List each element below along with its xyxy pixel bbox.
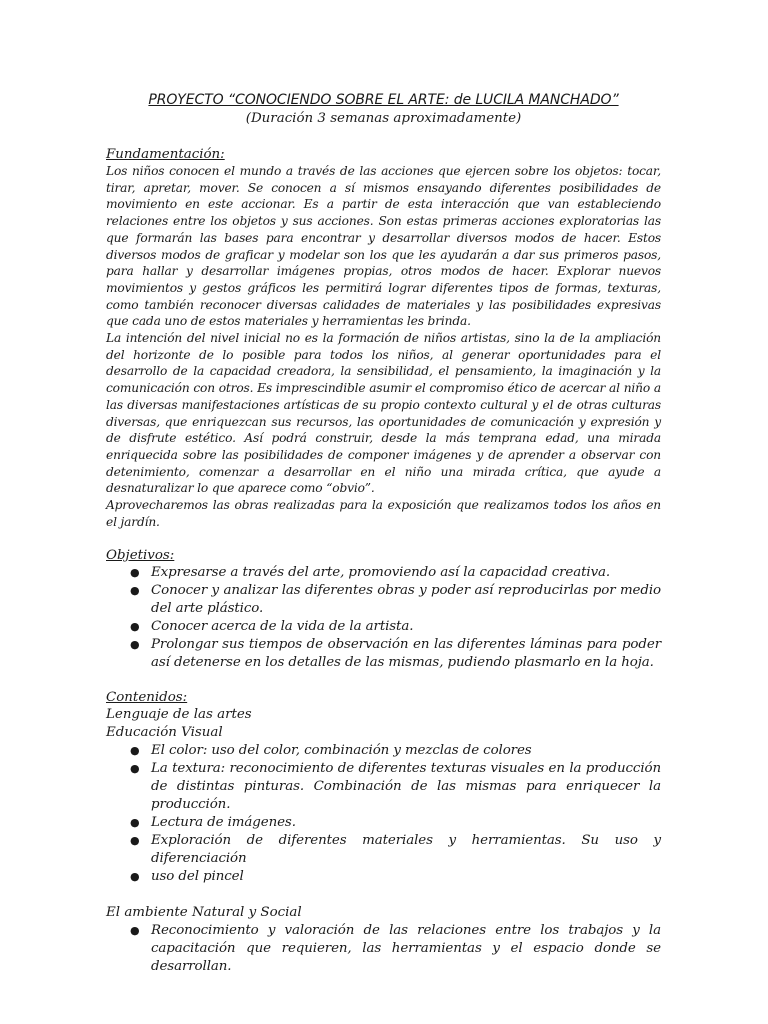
document-page [106,90,661,976]
fundamentacion-paragraph: Aprovecharemos las obras realizadas para la exposición que realizamos todos los años en el jardín. [106,498,661,529]
contenidos-list [106,742,661,886]
bullet-icon: ● [130,620,140,634]
objetivos-heading: Objetivos: [106,548,175,564]
objetivos-section [106,548,661,672]
bullet-icon: ● [130,870,140,884]
bullet-icon: ● [130,744,140,758]
bullet-icon: ● [130,924,140,938]
fundamentacion-paragraph: Los niños conocen el mundo a través de las acciones que ejercen sobre los objetos: tocar, tirar, apretar, mover. Se conocen a sí mismos ensayando diferentes posibilidades de movimiento en este accionar. Es a partir de esta interacción que van estableciendo relaciones entre los objetos y sus acciones. Son estas primeras acciones exploratorias las que formarán las bases para encontrar y desarrollar diversos modos de hacer. Estos diversos modos de graficar y modelar son los que les ayudarán a dar sus primeros pasos, para hallar y desarrollar imágenes propias, otros modos de hacer. Explorar nuevos movimientos y gestos gráficos les permitirá lograr diferentes tipos de formas, texturas, como también reconocer diversas calidades de materiales y las posibilidades expresivas que cada uno de estos materiales y herramientas les brinda. [106,164,661,329]
fundamentacion-paragraph: La intención del nivel inicial no es la formación de niños artistas, sino la de la ampliación del horizonte de lo posible para todos los niños, al generar oportunidades para el desarrollo de la capacidad creadora, la sensibilidad, el pensamiento, la imaginación y la comunicación con otros. Es imprescindible asumir el compromiso ético de acercar al niño a las diversas manifestaciones artísticas de su propio contexto cultural y el de otras culturas diversas, que enriquezcan sus recursos, las oportunidades de comunicación y expresión y de disfrute estético. Así podrá construir, desde la más temprana edad, una mirada enriquecida sobre las posibilidades de componer imágenes y de aprender a observar con detenimiento, comenzar a desarrollar en el niño una mirada crítica, que ayude a desnaturalizar lo que aparece como “obvio”. [106,331,661,496]
bullet-icon: ● [130,762,140,776]
list-item: ● Conocer y analizar las diferentes obras y poder así reproducirlas por medio del arte plástico. [130,583,661,617]
bullet-icon: ● [130,638,140,652]
list-item: ● Prolongar sus tiempos de observación en las diferentes láminas para poder así detenerse en los detalles de las mismas, pudiendo plasmarlo en la hoja. [130,637,661,671]
contenidos-heading: Contenidos: [106,690,188,706]
list-item: ● Lectura de imágenes. [130,815,296,831]
list-item: ● Exploración de diferentes materiales y herramientas. Su uso y diferenciación [130,833,661,867]
list-item: ● La textura: reconocimiento de diferentes texturas visuales en la producción de distintas pinturas. Combinación de las mismas para enriquecer la producción. [130,761,661,813]
contenidos-subheading: Lenguaje de las artes [106,707,252,723]
fundamentacion-section [106,147,661,530]
ambiente-heading: El ambiente Natural y Social [106,905,302,921]
page-title: PROYECTO “CONOCIENDO SOBRE EL ARTE: de LUCILA MANCHADO” [148,92,619,108]
page-subtitle: (Duración 3 semanas aproximadamente) [245,111,522,126]
list-item: ● Reconocimiento y valoración de las relaciones entre los trabajos y la capacitación que requieren, las herramientas y el espacio donde se desarrollan. [130,923,661,975]
fundamentacion-heading: Fundamentación: [106,147,225,162]
contenidos-section [106,690,661,886]
list-item: ● Conocer acerca de la vida de la artista. [130,619,414,635]
bullet-icon: ● [130,584,140,598]
objetivos-list [106,564,661,672]
ambiente-section [106,904,661,976]
ambiente-list [106,922,661,976]
contenidos-subheading: Educación Visual [106,725,223,741]
list-item: ● uso del pincel [130,869,244,885]
bullet-icon: ● [130,566,140,580]
bullet-icon: ● [130,834,140,848]
list-item: ● Expresarse a través del arte, promoviendo así la capacidad creativa. [130,565,611,581]
list-item: ● El color: uso del color, combinación y mezclas de colores [130,743,532,759]
bullet-icon: ● [130,816,140,830]
